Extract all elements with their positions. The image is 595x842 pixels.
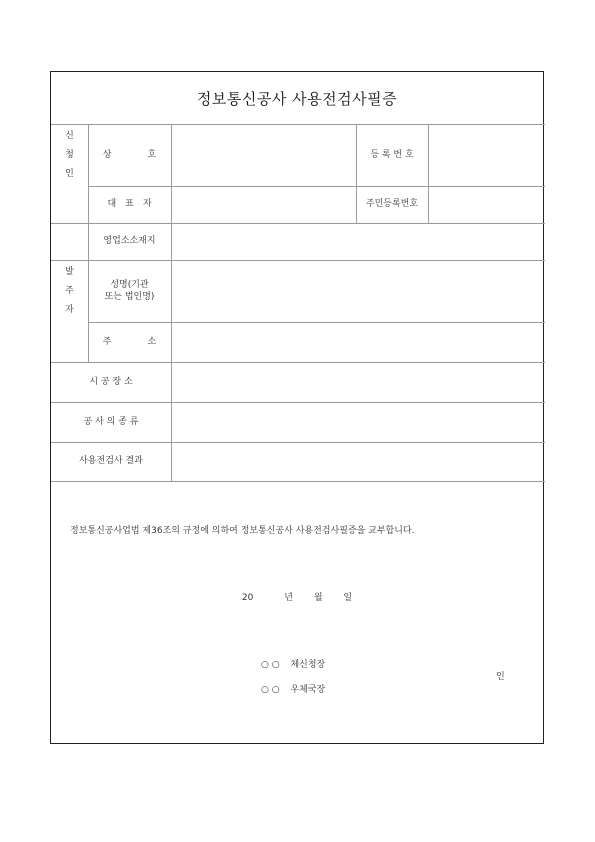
work-type-label: 공 사 의 종 류	[83, 416, 139, 427]
inspection-result-label: 사용전검사 결과	[79, 456, 143, 467]
issuer-title: 체신청장	[290, 660, 326, 670]
issuer-line	[261, 657, 325, 670]
registration-number-field[interactable]	[428, 124, 545, 186]
orderer-name-label	[88, 260, 171, 322]
date-year-prefix: 20	[241, 593, 254, 603]
issuance-statement: 정보통신공사업법 제36조의 규정에 의하여 정보통신공사 사용전검사필증을 교부합니다.	[70, 526, 415, 536]
applicant-group-label	[51, 124, 88, 186]
row-divider	[51, 481, 545, 482]
business-address-field[interactable]	[171, 223, 545, 260]
applicant-char: 청	[65, 149, 74, 160]
issuer-name-placeholder: ○ ○	[261, 660, 280, 670]
orderer-group-label	[51, 260, 88, 322]
registration-number-label: 등 록 번 호	[370, 149, 414, 160]
form-title: 정보통신공사 사용전검사필증	[196, 89, 398, 108]
orderer-address-label: 주 소	[102, 336, 157, 347]
issuer-name-placeholder: ○ ○	[261, 685, 280, 695]
certificate-form	[50, 71, 544, 744]
representative-field[interactable]	[171, 186, 356, 223]
resident-number-field[interactable]	[428, 186, 545, 223]
applicant-char: 인	[65, 169, 74, 180]
orderer-name-label-line2: 또는 법인명)	[104, 292, 155, 302]
construction-site-label: 시 공 장 소	[89, 376, 133, 387]
orderer-char: 주	[65, 285, 74, 296]
business-address-label: 영업소소재지	[103, 236, 156, 247]
issuer-title: 우체국장	[290, 685, 326, 695]
date-day: 일	[343, 593, 353, 603]
applicant-char: 신	[65, 130, 74, 141]
issuer-line	[261, 682, 325, 695]
resident-number-label: 주민등록번호	[365, 199, 419, 210]
orderer-address-field[interactable]	[171, 322, 545, 362]
seal-mark: 인	[496, 672, 505, 682]
representative-label: 대 표 자	[107, 199, 152, 210]
work-type-field[interactable]	[171, 402, 545, 442]
orderer-name-field[interactable]	[171, 260, 545, 322]
orderer-char: 발	[65, 266, 74, 277]
date-year: 년	[284, 593, 293, 603]
construction-site-field[interactable]	[171, 362, 545, 402]
orderer-char: 자	[65, 305, 74, 316]
date-month: 월	[313, 593, 323, 603]
orderer-name-label-line1: 성명(기관	[110, 279, 149, 290]
trade-name-field[interactable]	[171, 124, 356, 186]
inspection-result-field[interactable]	[171, 442, 545, 481]
trade-name-label: 상 호	[102, 149, 157, 160]
issue-date	[51, 590, 543, 603]
